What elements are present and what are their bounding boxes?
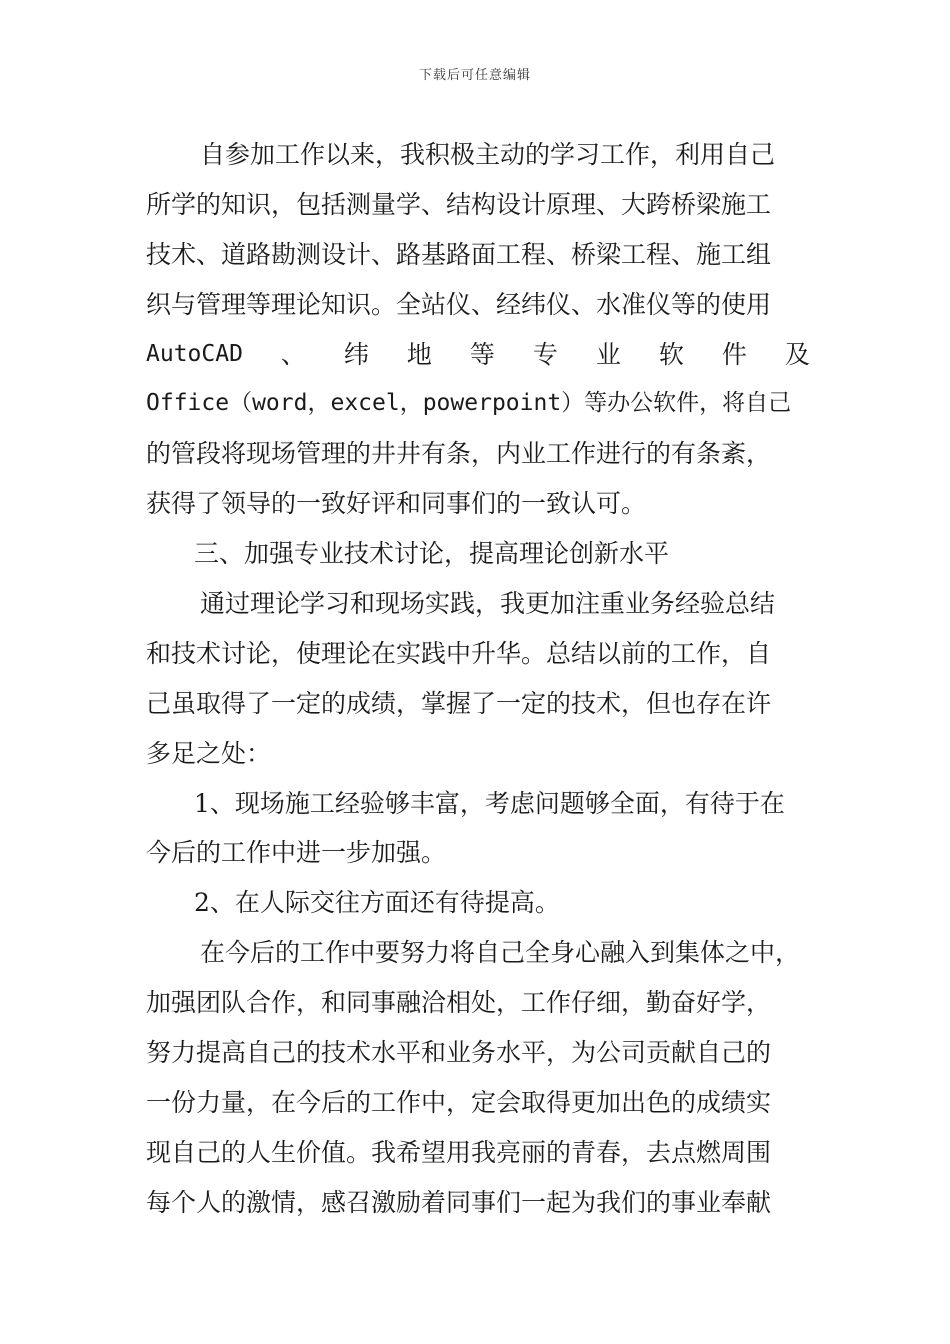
paragraph-line: 在今后的工作中要努力将自己全身心融入到集体之中， [200, 938, 801, 968]
section-heading: 三、加强专业技术讨论，提高理论创新水平 [194, 539, 670, 569]
paragraph-line: Office（word，excel，powerpoint）等办公软件，将自己 [146, 390, 792, 417]
paragraph-line: 所学的知识，包括测量学、结构设计原理、大跨桥梁施工 [146, 189, 772, 219]
paragraph-line: 通过理论学习和现场实践，我更加注重业务经验总结 [200, 589, 776, 619]
list-item-line: 今后的工作中进一步加强。 [146, 838, 447, 868]
software-token: 业 [595, 339, 621, 369]
paragraph-line: 现自己的人生价值。我希望用我亮丽的青春，去点燃周围 [146, 1137, 772, 1167]
paragraph-line: 一份力量，在今后的工作中，定会取得更加出色的成绩实 [146, 1087, 772, 1117]
paragraph-line: 织与管理等理论知识。全站仪、经纬仪、水准仪等的使用 [146, 289, 772, 319]
paragraph-line: 己虽取得了一定的成绩，掌握了一定的技术，但也存在许 [146, 688, 772, 718]
list-item-line: 2、在人际交往方面还有待提高。 [194, 888, 560, 918]
paragraph-line: 获得了领导的一致好评和同事们的一致认可。 [146, 489, 647, 519]
paragraph-line: 努力提高自己的技术水平和业务水平，为公司贡献自己的 [146, 1038, 772, 1068]
paragraph-line: 加强团队合作，和同事融洽相处，工作仔细，勤奋好学， [146, 988, 772, 1018]
software-token: 专 [532, 339, 558, 369]
software-token: 软 [658, 339, 684, 369]
software-token: 等 [469, 339, 495, 369]
software-token: 、 [280, 339, 306, 369]
paragraph-line: 技术、道路勘测设计、路基路面工程、桥梁工程、施工组 [146, 239, 772, 269]
justified-software-line [146, 330, 810, 380]
software-token: 纬 [343, 339, 369, 369]
software-token: 地 [406, 339, 432, 369]
download-note: 下载后可任意编辑 [418, 68, 531, 83]
software-token: 件 [721, 339, 747, 369]
paragraph-line: 每个人的激情，感召激励着同事们一起为我们的事业奉献 [146, 1187, 772, 1217]
paragraph-line: 和技术讨论，使理论在实践中升华。总结以前的工作，自 [146, 638, 772, 668]
paragraph-line: 自参加工作以来，我积极主动的学习工作，利用自己 [200, 140, 776, 169]
document-body [146, 130, 810, 1228]
paragraph-line: 的管段将现场管理的井井有条，内业工作进行的有条紊， [146, 439, 772, 469]
software-token: AutoCAD [146, 340, 243, 367]
software-token: 及 [784, 339, 810, 369]
list-item-line: 1、现场施工经验够丰富，考虑问题够全面，有待于在 [194, 788, 785, 818]
paragraph-line: 多足之处： [146, 738, 272, 768]
